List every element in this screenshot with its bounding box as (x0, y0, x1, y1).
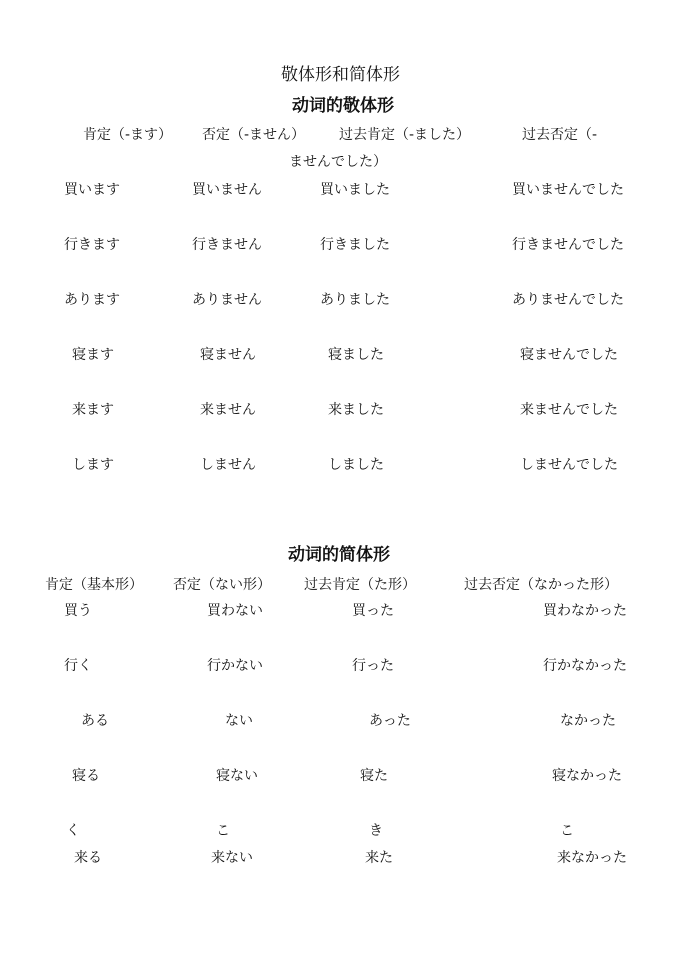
polite-cell: します (72, 457, 114, 473)
furigana: こ (560, 823, 574, 839)
plain-cell: 買わない (207, 603, 263, 619)
polite-header-negative: 否定（-ません） (202, 127, 306, 143)
plain-header-affirmative: 肯定（基本形） (45, 577, 143, 593)
polite-cell: 買いました (320, 182, 390, 198)
polite-cell: 寝ます (72, 347, 114, 363)
plain-cell: 寝る (72, 768, 100, 784)
polite-cell: 寝ません (200, 347, 256, 363)
plain-cell: 行かなかった (543, 658, 627, 674)
polite-cell: ありました (320, 292, 390, 308)
plain-cell: 来た (365, 850, 393, 866)
plain-cell: ない (225, 713, 253, 729)
polite-cell: 行きませんでした (512, 237, 624, 253)
plain-cell: 行かない (207, 658, 263, 674)
polite-cell: しました (328, 457, 384, 473)
plain-cell: 行く (64, 658, 92, 674)
plain-cell: なかった (560, 713, 616, 729)
plain-cell: 寝なかった (552, 768, 622, 784)
polite-cell: 来ません (200, 402, 256, 418)
plain-header-negative: 否定（ない形） (173, 577, 271, 593)
polite-cell: しません (200, 457, 256, 473)
polite-header-past-negative: 过去否定（- (522, 127, 598, 143)
polite-cell: しませんでした (520, 457, 618, 473)
polite-cell: 買いませんでした (512, 182, 624, 198)
furigana: こ (216, 823, 230, 839)
polite-cell: 寝ました (328, 347, 384, 363)
plain-cell: 寝た (360, 768, 388, 784)
plain-cell: 買う (64, 603, 92, 619)
polite-cell: あります (64, 292, 120, 308)
polite-cell: 行きました (320, 237, 390, 253)
plain-cell: 寝ない (216, 768, 258, 784)
polite-cell: 来ます (72, 402, 114, 418)
polite-cell: 行きます (64, 237, 120, 253)
polite-section-heading: 动词的敬体形 (292, 96, 394, 116)
polite-cell: 買いません (192, 182, 262, 198)
polite-cell: 買います (64, 182, 120, 198)
polite-header-affirmative: 肯定（-ます） (83, 127, 173, 143)
plain-header-past-negative: 过去否定（なかった形） (464, 577, 618, 593)
plain-cell: 来ない (211, 850, 253, 866)
plain-section-heading: 动词的简体形 (288, 545, 390, 565)
page-title: 敬体形和简体形 (281, 65, 400, 85)
plain-cell: あった (369, 713, 411, 729)
furigana: き (369, 823, 383, 839)
plain-header-past-affirmative: 过去肯定（た形） (304, 577, 416, 593)
plain-cell: ある (81, 713, 109, 729)
polite-cell: 行きません (192, 237, 262, 253)
polite-cell: 寝ませんでした (520, 347, 618, 363)
furigana: く (66, 823, 80, 839)
polite-header-past-affirmative: 过去肯定（-ました） (339, 127, 471, 143)
plain-cell: 買った (352, 603, 394, 619)
polite-cell: ありません (192, 292, 262, 308)
plain-cell: 買わなかった (543, 603, 627, 619)
polite-cell: ありませんでした (512, 292, 624, 308)
plain-cell: 来なかった (557, 850, 627, 866)
polite-cell: 来ました (328, 402, 384, 418)
plain-cell: 行った (352, 658, 394, 674)
polite-header-past-negative-continued: ませんでした） (289, 154, 387, 170)
plain-cell: 来る (74, 850, 102, 866)
polite-cell: 来ませんでした (520, 402, 618, 418)
